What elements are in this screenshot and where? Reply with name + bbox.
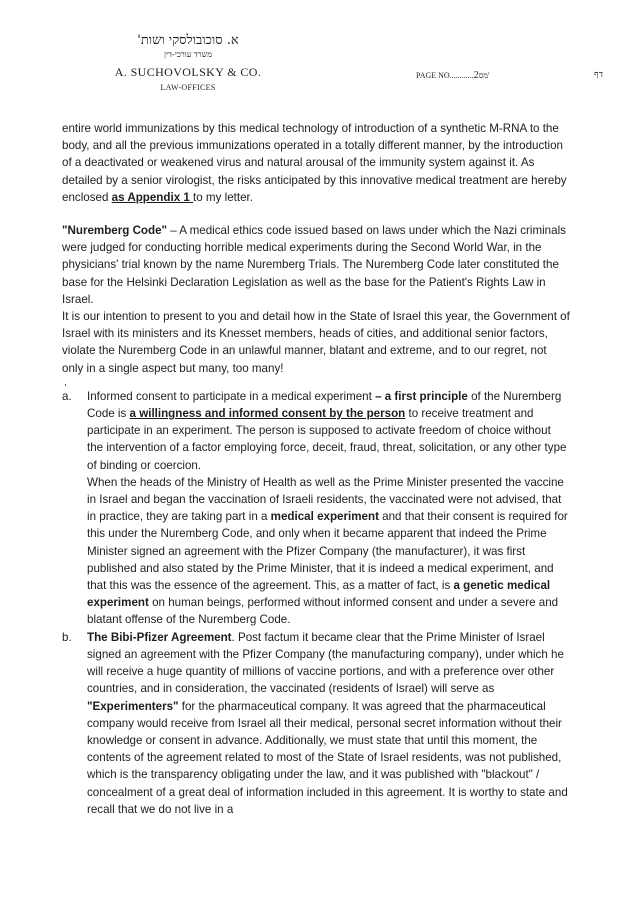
item-a-p2-text: When the heads of the Ministry of Health as well as the Prime Minister presented the vaccine in Israel and began the vaccination of Israeli residents, the vaccinated were not advised, that in practice, they are taking part in a: [87, 475, 564, 524]
item-b-text-2: for the pharmaceutical company. It was agreed that the pharmaceutical company would receive from Israel all their medical, personal secret information without their knowledge or consent in advance. Additionally, we must state that until this moment, the contents of the agreement related to most of the State of Israel residents, was not published, which is the transparency obligating under the law, and it was published with "blackout" / concealment of a great deal of information included in this agreement. It is worthy to state and recall that we do not live in a: [87, 699, 568, 816]
genetic-experiment-phrase: a genetic medical experiment: [87, 579, 551, 610]
letter-body: [62, 120, 570, 818]
firm-subtitle-english: LAW-OFFICES: [160, 83, 216, 92]
item-b-text: . Post factum it became clear that the Prime Minister of Israel signed an agreement with the Pfizer Company (the manufacturing company), under which he will receive a huge quantity of millions of vaccine portions, and with a preference over other countries, and in consideration, the vaccinated (residents of Israel) will serve as: [87, 630, 564, 696]
list-item-a: [62, 388, 570, 629]
page-number-label-hebrew: מס': [478, 71, 490, 80]
page-number-value: 2: [473, 70, 479, 81]
intro-text-end: to my letter.: [193, 190, 253, 204]
item-a-paragraph-1: [87, 388, 570, 474]
first-principle: – a first principle: [375, 389, 472, 403]
intro-paragraph: [62, 120, 570, 206]
stray-mark: ,: [64, 376, 67, 388]
item-a-text: Informed consent to participate in a medical experiment: [87, 389, 376, 403]
page-number-dots: ............: [449, 71, 474, 80]
page-number-line: [416, 70, 489, 81]
appendix-reference: as Appendix 1: [111, 190, 194, 204]
item-a-p2-text-2: and that their consent is required for this under the Nuremberg Code, and only when it became apparent that indeed the Prime Minister signed an agreement with the Pfizer Company (the manufacturer), it was first published and also stated by the Prime Minister, that it is indeed a medical experiment, and that this was the essence of the agreement. This, as a matter of fact, is: [87, 510, 568, 593]
firm-subtitle-hebrew: משרד עורכי-דין: [164, 50, 212, 59]
item-a-p2-text-3: on human beings, performed without informed consent and under a severe and blatant offense of the Nuremberg Code.: [87, 596, 559, 627]
letterhead: [0, 0, 638, 100]
item-a-text-2: of the Nuremberg Code is: [87, 389, 562, 421]
informed-consent-phrase: a willingness and informed consent by the person: [129, 407, 406, 421]
nuremberg-term: "Nuremberg Code": [62, 224, 168, 238]
firm-name-english: A. SUCHOVOLSKY & CO.: [114, 65, 262, 79]
nuremberg-definition: [62, 222, 570, 308]
list-item-b: [62, 629, 570, 818]
experimenters-term: "Experimenters": [87, 699, 179, 713]
list-item-label: a.: [62, 389, 72, 403]
item-a-text-3: to receive treatment and participate in an experiment. The person is supposed to activate freedom of choice without the intervention of a factor employing force, deceit, fraud, threat, solicitation, or any other type of binding or coercion.: [87, 407, 567, 472]
agreement-title: The Bibi-Pfizer Agreement: [87, 630, 232, 644]
item-a-paragraph-2: [87, 474, 570, 629]
page-number-label: PAGE NO: [416, 71, 450, 80]
nuremberg-definition-text: – A medical ethics code issued based on laws under which the Nazi criminals were judged for conducting horrible medical experiments during the Second World War, in the physicians' trial known by the name Nuremberg Trials. The Nuremberg Code later constituted the base for the Helsinki Declaration Legislation as well as the base for the Patient's Rights Law in Israel.: [62, 224, 566, 306]
page-label-hebrew: דף: [594, 70, 603, 80]
intention-paragraph: It is our intention to present to you and detail how in the State of Israel this year, the Government of Israel with its ministers and its Knesset members, heads of cities, and additional senior factors, violate the Nuremberg Code in an unlawful manner, blatant and extreme, and to our regret, not only in a single aspect but many, too many!: [62, 310, 570, 375]
intro-text: entire world immunizations by this medical technology of introduction of a synthetic M-RNA to the body, and all the previous immunizations operated in a totally different manner, by the introduction of a deactivated or weakened virus and natural arousal of the immunity system against it. As detailed by a senior virologist, the risks anticipated by this innovative medical treatment are hereby enclosed: [62, 122, 567, 204]
list-item-label: b.: [62, 630, 72, 644]
medical-experiment-phrase: medical experiment: [270, 510, 379, 524]
firm-name-hebrew: א. סוכובולסקי ושות': [137, 33, 239, 48]
item-b-paragraph: [87, 629, 570, 818]
